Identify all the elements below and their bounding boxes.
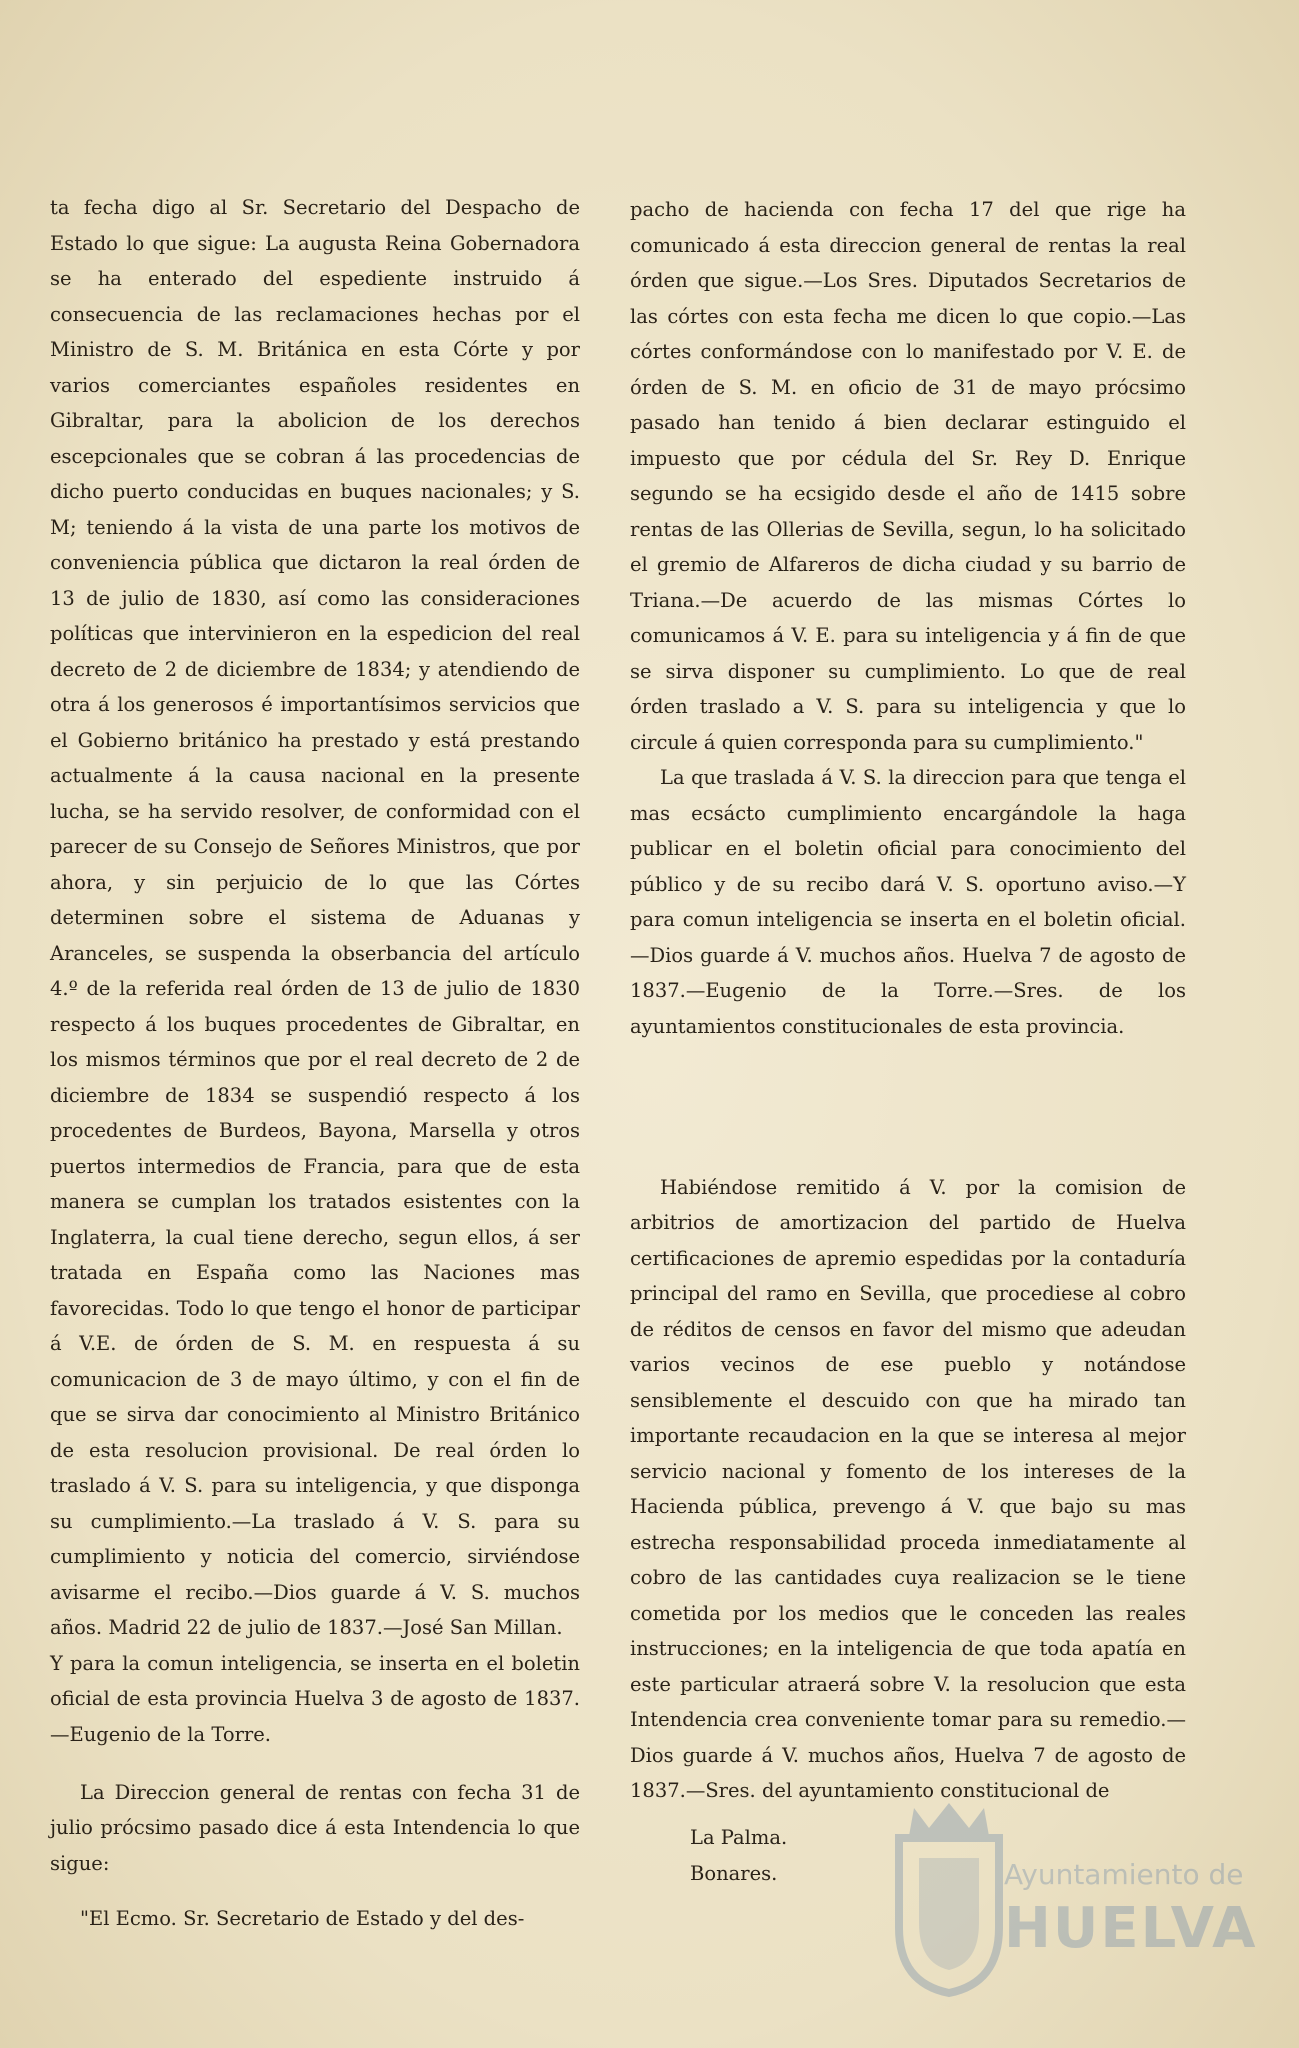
left-paragraph-4: "El Ecmo. Sr. Secretario de Estado y del des-: [80, 1906, 525, 1930]
left-column: [50, 190, 580, 1752]
right-paragraph-1: pacho de hacienda con fecha 17 del que rige ha comunicado á esta direccion general de rentas la real órden que sigue.—Los Sres. Diputados Secretarios de las córtes con esta fecha me dicen lo que copio.—Las córtes conformándose con lo manifestado por V. E. de órden de S. M. en oficio de 31 de mayo prócsimo pasado han tenido á bien declarar estinguido el impuesto que por cédula del Sr. Rey D. Enrique segundo se ha ecsigido desde el año de 1415 sobre rentas de las Ollerias de Sevilla, segun, lo ha solicitado el gremio de Alfareros de dicha ciudad y su barrio de Triana.—De acuerdo de las mismas Córtes lo comunicamos á V. E. para su inteligencia y á fin de que se sirva disponer su cumplimiento. Lo que de real órden traslado a V. S. para su inteligencia y que lo circule á quien corresponda para su cumplimiento.": [630, 198, 1186, 754]
right-section-2: [630, 1150, 1186, 1828]
watermark: [884, 1768, 1258, 2008]
recipient-place-2: Bonares.: [690, 1861, 778, 1885]
left-paragraph-2: Y para la comun inteligencia, se inserta en el boletin oficial de esta provincia Huelva 3 de agosto de 1837.—Eugenio de la Torre.: [50, 1651, 580, 1746]
left-paragraph-3: La Direccion general de rentas con fecha 31 de julio prócsimo pasado dice á esta Intendencia lo que sigue:: [50, 1780, 580, 1875]
recipient-place-1: La Palma.: [690, 1826, 788, 1849]
right-paragraph-3: Habiéndose remitido á V. por la comision de arbitrios de amortizacion del partido de Huelva certificaciones de apremio espedidas por la contaduría principal del ramo en Sevilla, que procediese al cobro de réditos de censos en favor del mismo que adeudan varios vecinos de ese pueblo y notándose sensiblemente el descuido con que ha mirado tan importante recaudacion en la que se interesa al mejor servicio nacional y fomento de los intereses de la Hacienda pública, prevengo á V. que bajo su mas estrecha responsabilidad proceda inmediatamente al cobro de las cantidades cuya realizacion se le tiene cometida por los medios que le conceden las reales instrucciones; en la inteligencia de que toda apatía en este particular atraerá sobre V. la resolucion que esta Intendencia crea conveniente tomar para su remedio.—Dios guarde á V. muchos años, Huelva 7 de agosto de 1837.—Sres. del ayuntamiento constitucional de: [630, 1175, 1186, 1802]
coat-of-arms-icon: [884, 1798, 1014, 1998]
left-paragraph-1: ta fecha digo al Sr. Secretario del Despacho de Estado lo que sigue: La augusta Reina Gobernadora se ha enterado del espediente instruido á consecuencia de las reclamaciones hechas por el Ministro de S. M. Británica en esta Córte y por varios comerciantes españoles residentes en Gibraltar, para la abolicion de los derechos escepcionales que se cobran á las procedencias de dicho puerto conducidas en buques nacionales; y S. M; teniendo á la vista de una parte los motivos de conveniencia pública que dictaron la real órden de 13 de julio de 1830, así como las consideraciones políticas que intervinieron en la espedicion del real decreto de 2 de diciembre de 1834; y atendiendo de otra á los generosos é importantísimos servicios que el Gobierno británico ha prestado y está prestando actualmente á la causa nacional en la presente lucha, se ha servido resolver, de conformidad con el parecer de su Consejo de Señores Ministros, que por ahora, y sin perjuicio de lo que las Córtes determinen sobre el sistema de Aduanas y Aranceles, se suspenda la obserbancia del artículo 4.º de la referida real órden de 13 de julio de 1830 respecto á los buques procedentes de Gibraltar, en los mismos términos que por el real decreto de 2 de diciembre de 1834 se suspendió respecto á los procedentes de Burdeos, Bayona, Marsella y otros puertos intermedios de Francia, para que de esta manera se cumplan los tratados esistentes con la Inglaterra, la cual tiene derecho, segun ellos, á ser tratada en España como las Naciones mas favorecidas. Todo lo que tengo el honor de participar á V.E. de órden de S. M. en respuesta á su comunicacion de 3 de mayo último, y con el fin de que se sirva dar conocimiento al Ministro Británico de esta resolucion provisional. De real órden lo traslado á V. S. para su inteligencia, y que disponga su cumplimiento.—La traslado á V. S. para su cumplimiento y noticia del comercio, sirviéndose avisarme el recibo.—Dios guarde á V. S. muchos años. Madrid 22 de julio de 1837.—José San Millan.: [50, 196, 580, 1639]
watermark-line-2: HUELVA: [1004, 1896, 1258, 1961]
left-section-2: [50, 1755, 580, 1956]
right-paragraph-2: La que traslada á V. S. la direccion para que tenga el mas ecsácto cumplimiento encargándole la haga publicar en el boletin oficial para conocimiento del público y de su recibo dará V. S. oportuno aviso.—Y para comun inteligencia se inserta en el boletin oficial.—Dios guarde á V. muchos años. Huelva 7 de agosto de 1837.—Eugenio de la Torre.—Sres. de los ayuntamientos constitucionales de esta provincia.: [630, 766, 1186, 1038]
right-column: [630, 192, 1186, 1044]
watermark-line-1: Ayuntamiento de: [1004, 1858, 1244, 1891]
